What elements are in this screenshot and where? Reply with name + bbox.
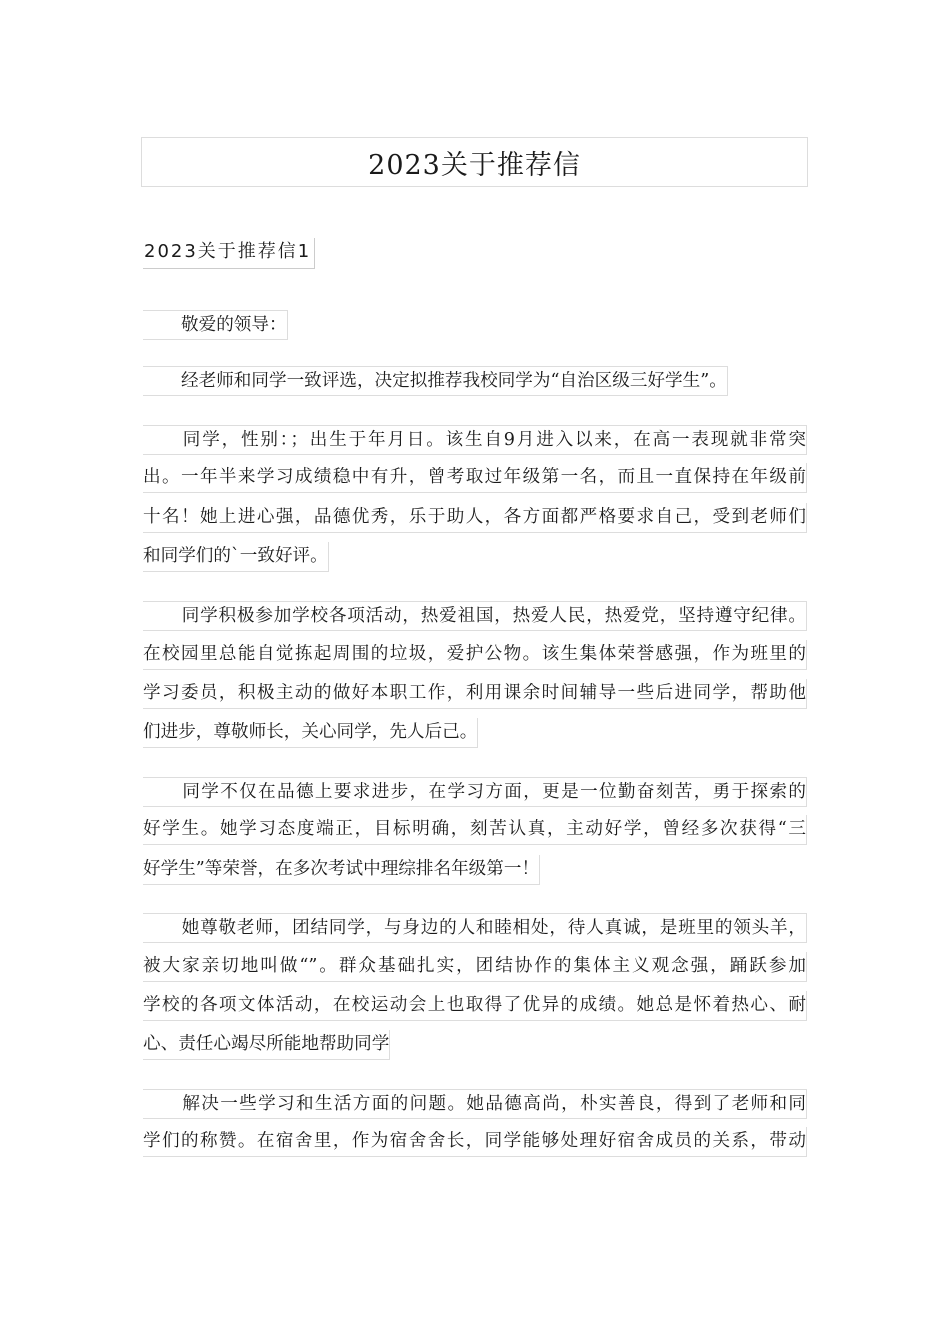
paragraph-line: 出。一年半来学习成绩稳中有升，曾考取过年级第一名，而且一直保持在年级前 xyxy=(143,463,807,493)
paragraph-line: 学们的称赞。在宿舍里，作为宿舍舍长，同学能够处理好宿舍成员的关系，带动 xyxy=(143,1127,807,1157)
paragraph-line: 同学，性别：；出生于年月日。该生自9月进入以来，在高一表现就非常突 xyxy=(143,425,807,455)
greeting-line: 敬爱的领导： xyxy=(143,310,288,340)
paragraph-line: 学习委员，积极主动的做好本职工作，利用课余时间辅导一些后进同学，帮助他 xyxy=(143,679,807,709)
paragraph-line: 她尊敬老师，团结同学，与身边的人和睦相处，待人真诚，是班里的领头羊， xyxy=(143,913,807,943)
paragraph-line: 同学积极参加学校各项活动，热爱祖国，热爱人民，热爱党，坚持遵守纪律。 xyxy=(143,601,807,631)
paragraph-line: 在校园里总能自觉拣起周围的垃圾，爱护公物。该生集体荣誉感强，作为班里的 xyxy=(143,640,807,670)
paragraph-line: 好学生。她学习态度端正，目标明确，刻苦认真，主动好学，曾经多次获得“三 xyxy=(143,815,807,845)
paragraph-line: 经老师和同学一致评选，决定拟推荐我校同学为“自治区级三好学生”。 xyxy=(143,366,728,396)
paragraph-line: 解决一些学习和生活方面的问题。她品德高尚，朴实善良，得到了老师和同 xyxy=(143,1089,807,1119)
paragraph-line: 心、责任心竭尽所能地帮助同学 xyxy=(143,1030,390,1060)
paragraph-line: 和同学们的`一致好评。 xyxy=(143,542,329,572)
paragraph-line: 同学不仅在品德上要求进步，在学习方面，更是一位勤奋刻苦，勇于探索的 xyxy=(143,777,807,807)
document-title: 2023关于推荐信 xyxy=(141,137,808,187)
paragraph-line: 十名！她上进心强，品德优秀，乐于助人，各方面都严格要求自己，受到老师们 xyxy=(143,503,807,533)
section-heading: 2023关于推荐信1 xyxy=(143,238,315,269)
paragraph-line: 好学生”等荣誉，在多次考试中理综排名年级第一！ xyxy=(143,855,540,885)
paragraph-line: 学校的各项文体活动，在校运动会上也取得了优异的成绩。她总是怀着热心、耐 xyxy=(143,991,807,1021)
paragraph-line: 被大家亲切地叫做“”。群众基础扎实，团结协作的集体主义观念强，踊跃参加 xyxy=(143,952,807,982)
paragraph-line: 们进步，尊敬师长，关心同学，先人后己。 xyxy=(143,718,478,748)
